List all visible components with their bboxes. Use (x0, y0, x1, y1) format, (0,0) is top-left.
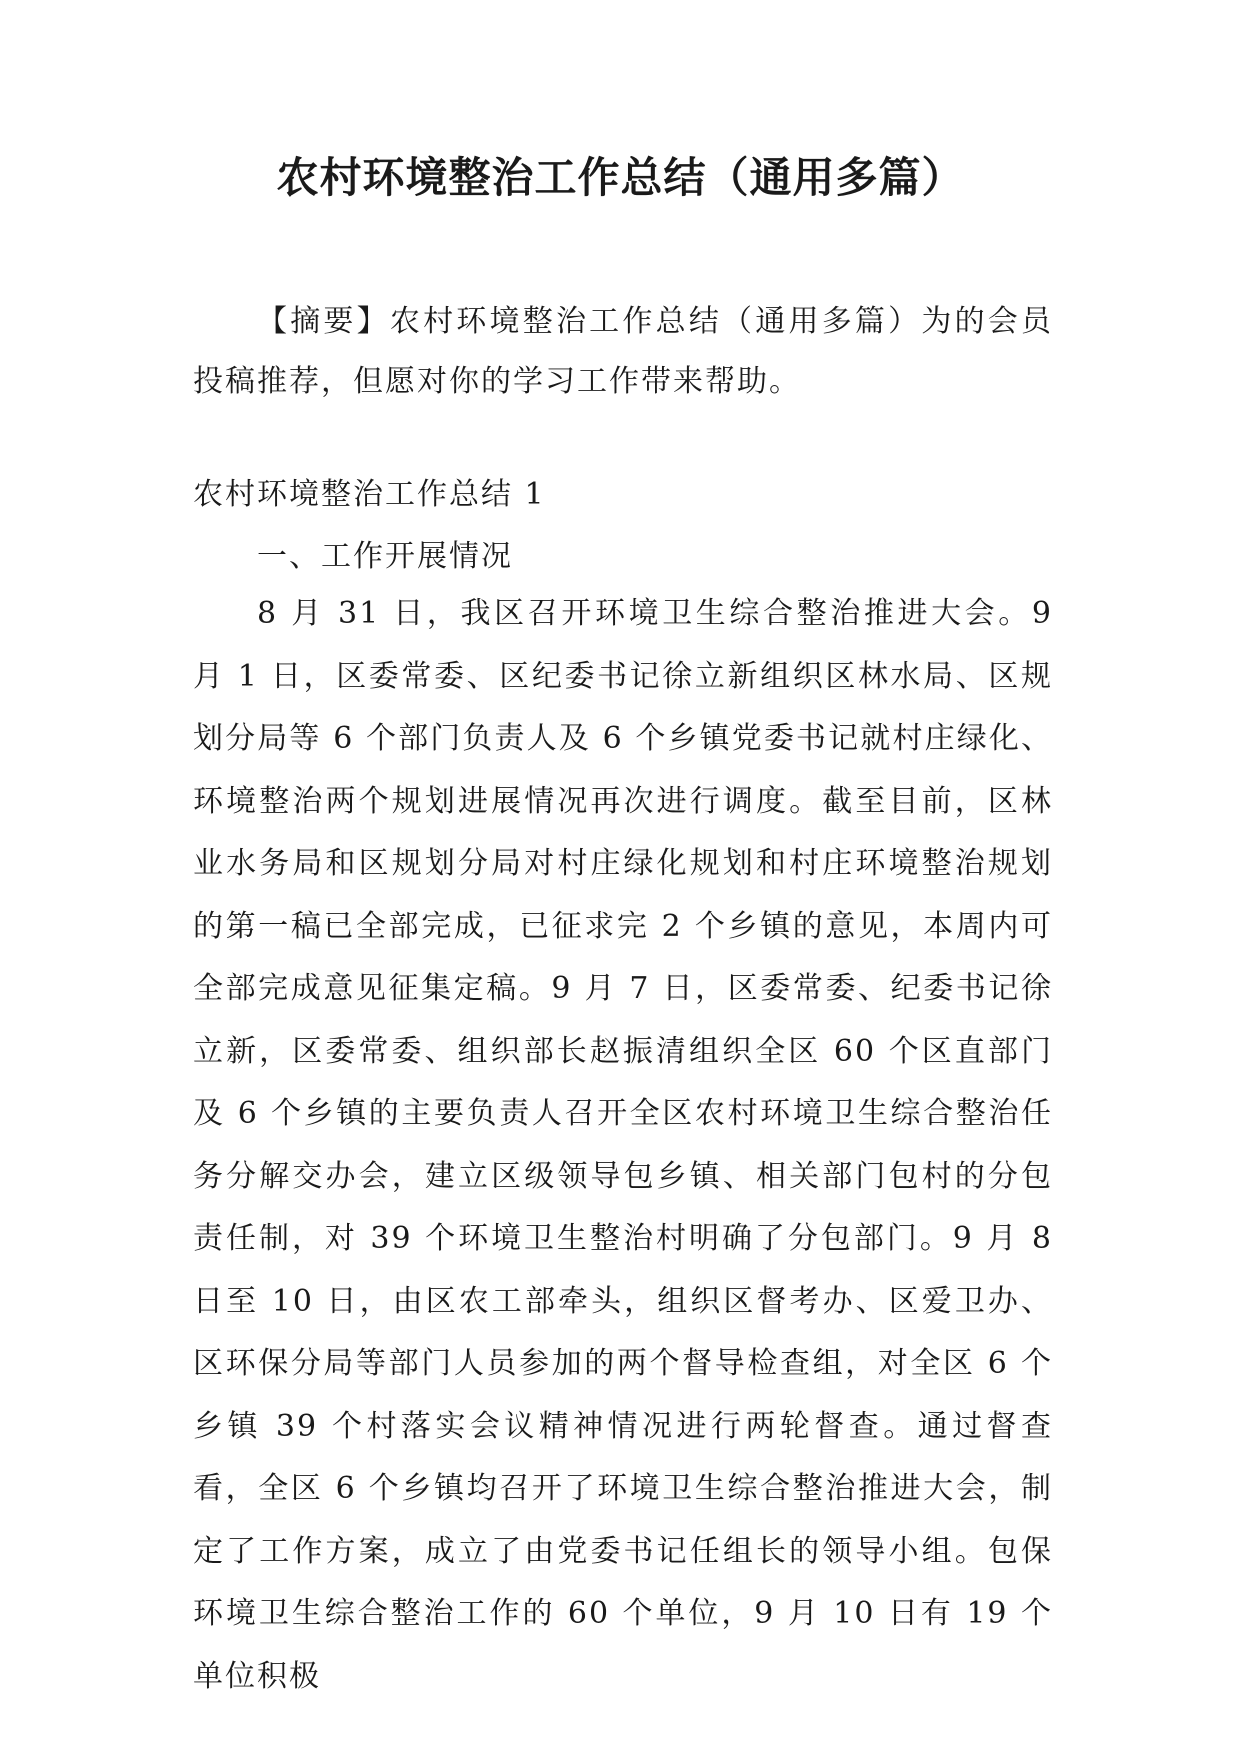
subheading: 一、工作开展情况 (257, 539, 513, 574)
abstract-paragraph: 【摘要】农村环境整治工作总结（通用多篇）为的会员投稿推荐，但愿对你的学习工作带来帮助。 (193, 304, 1053, 399)
body-paragraph: 8 月 31 日，我区召开环境卫生综合整治推进大会。9 月 1 日，区委常委、区纪委书记徐立新组织区林水局、区规划分局等 6 个部门负责人及 6 个乡镇党委书记就村庄绿化、环境整治两个规划进展情况再次进行调度。截至目前，区林业水务局和区规划分局对村庄绿化规划和村庄环境整治规划的第一稿已全部完成，已征求完 2 个乡镇的意见，本周内可全部完成意见征集定稿。9 月 7 日，区委常委、纪委书记徐立新，区委常委、组织部长赵振清组织全区 60 个区直部门及 6 个乡镇的主要负责人召开全区农村环境卫生综合整治任务分解交办会，建立区级领导包乡镇、相关部门包村的分包责任制，对 39 个环境卫生整治村明确了分包部门。9 月 8 日至 10 日，由区农工部牵头，组织区督考办、区爱卫办、区环保分局等部门人员参加的两个督导检查组，对全区 6 个乡镇 39 个村落实会议精神情况进行两轮督查。通过督查看，全区 6 个乡镇均召开了环境卫生综合整治推进大会，制定了工作方案，成立了由党委书记任组长的领导小组。包保环境卫生综合整治工作的 60 个单位，9 月 10 日有 19 个单位积极 (193, 596, 1053, 1694)
document-title: 农村环境整治工作总结（通用多篇） (276, 153, 965, 202)
section-heading: 农村环境整治工作总结 1 (193, 477, 546, 512)
